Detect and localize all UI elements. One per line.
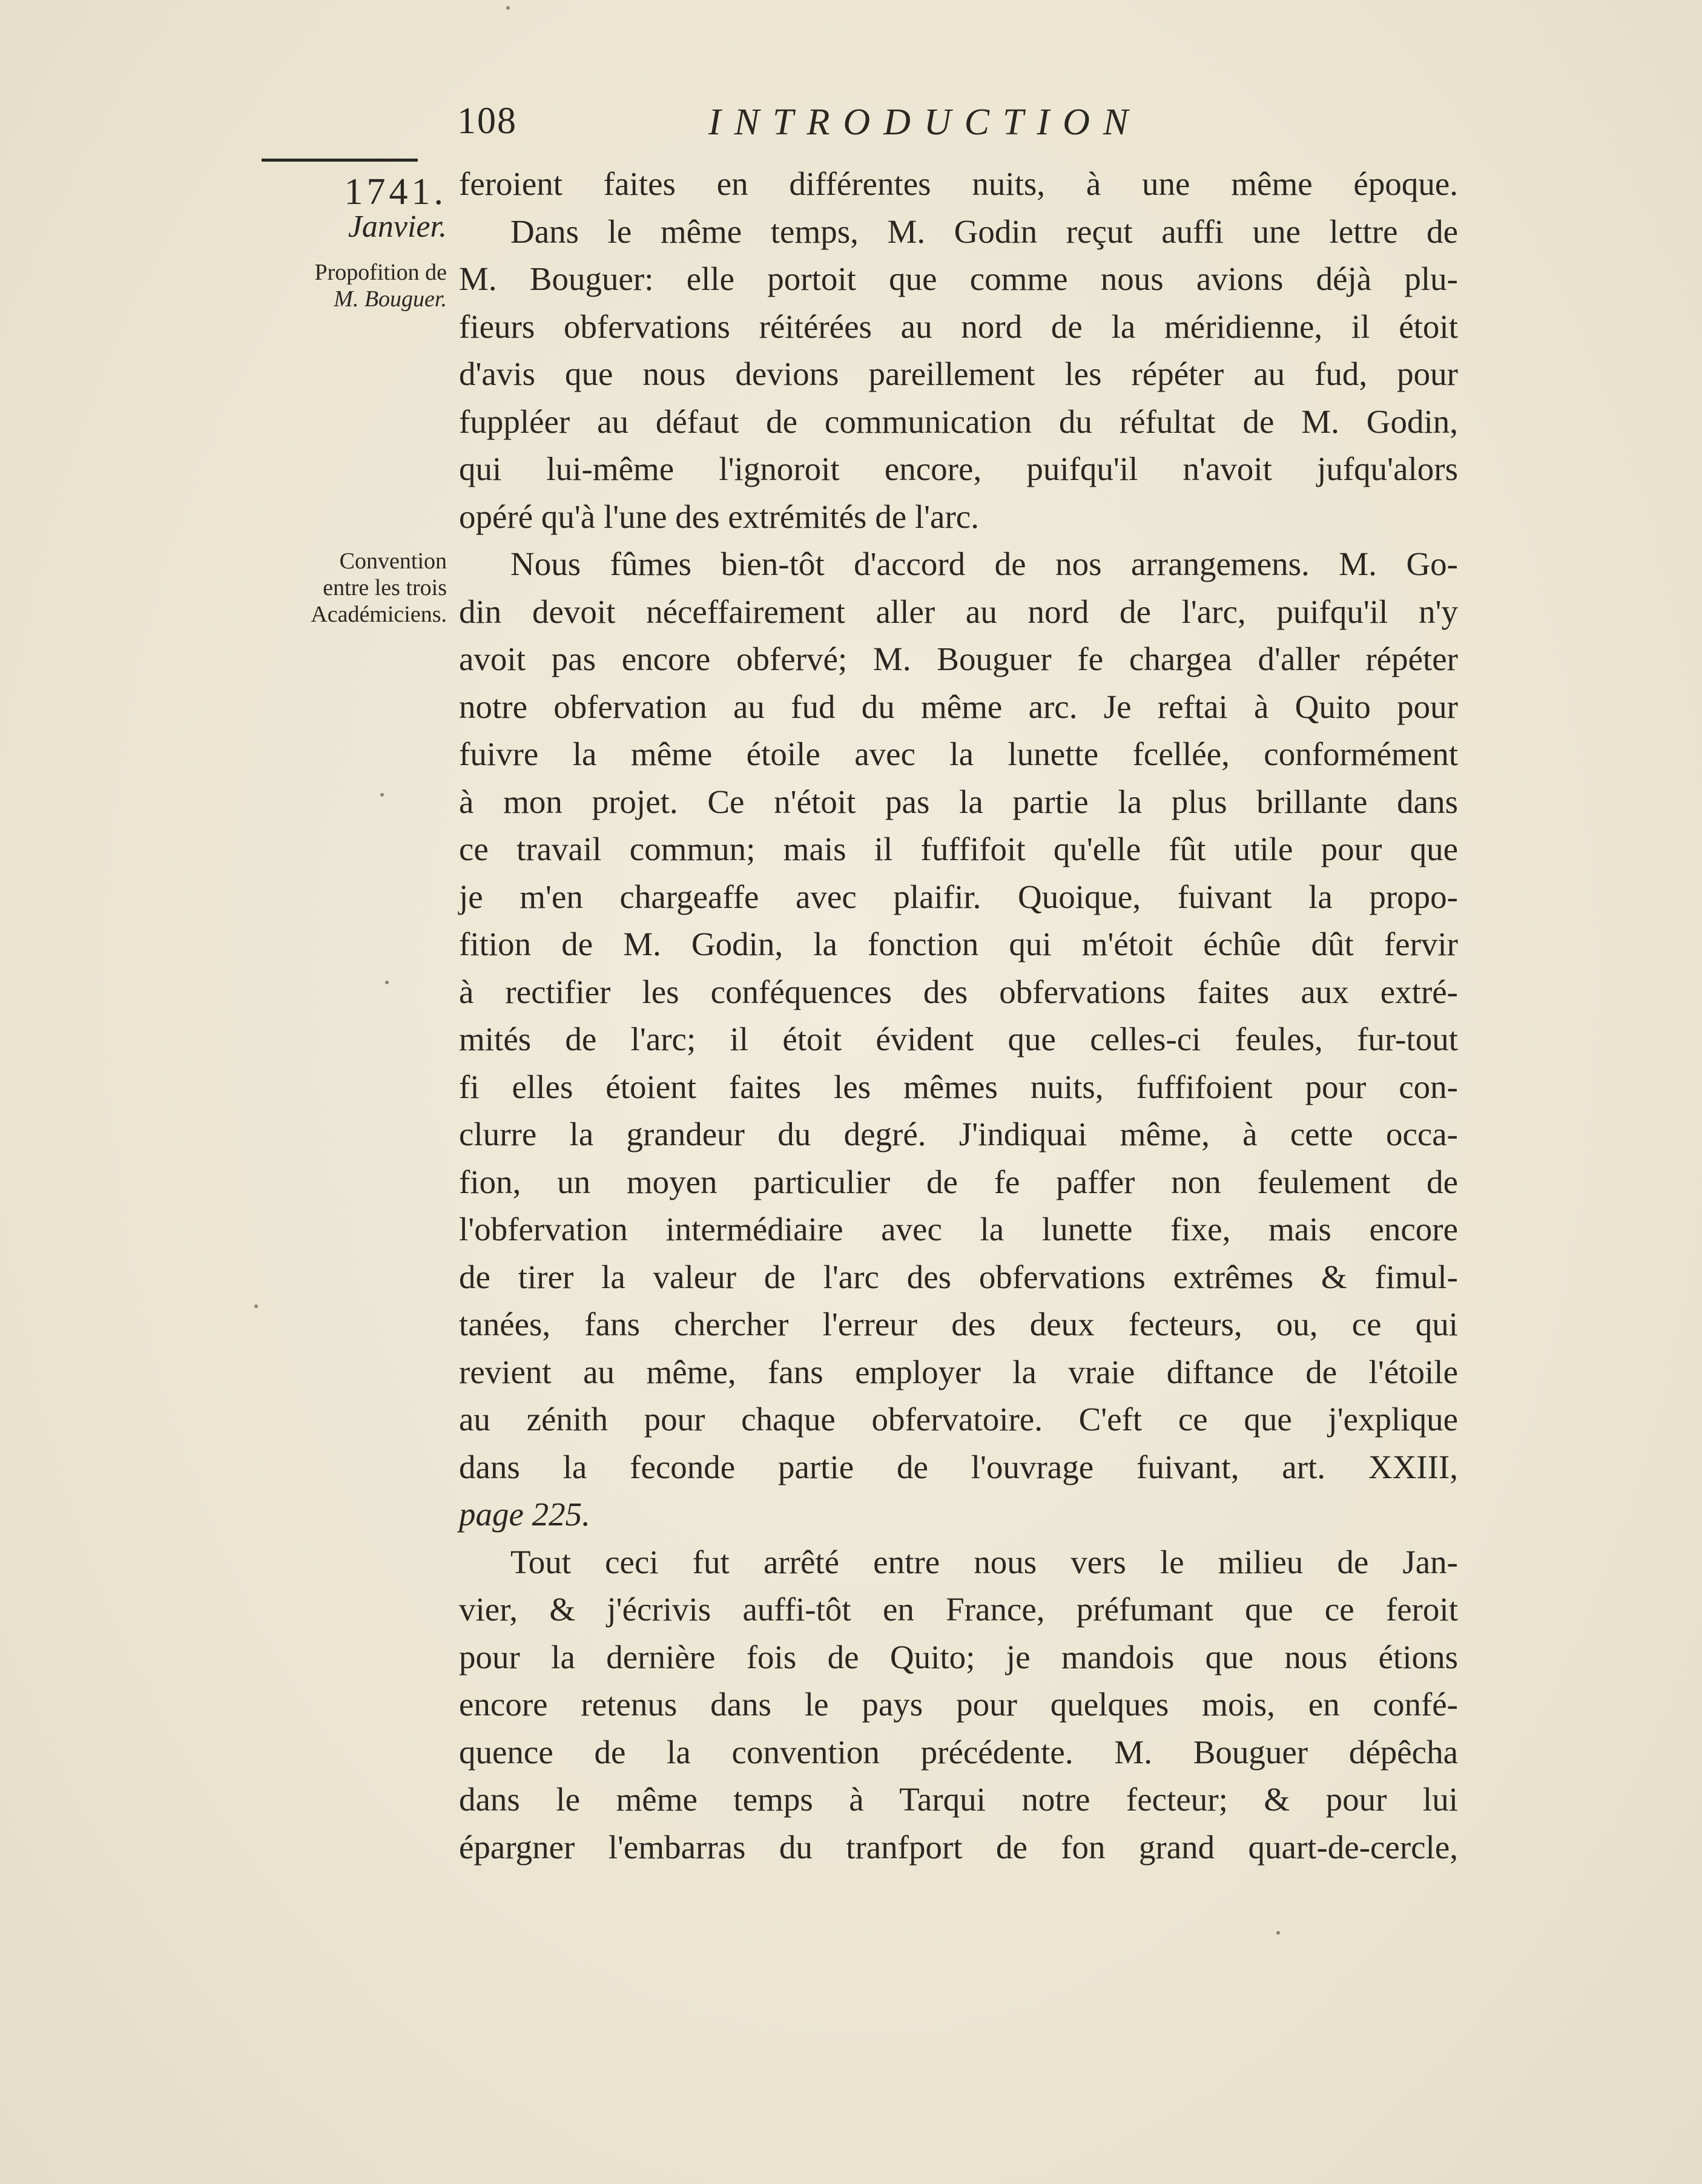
margin-note-line: Académiciens. xyxy=(311,602,447,627)
text-line: fi elles étoient faites les mêmes nuits, fuffifoient pour con- xyxy=(459,1068,1458,1105)
body-text xyxy=(459,160,1458,1871)
paper-speck xyxy=(506,6,510,10)
paper-speck xyxy=(1276,1931,1280,1935)
text-line: de tirer la valeur de l'arc des obfervations extrêmes & fimul- xyxy=(459,1258,1458,1295)
text-line: din devoit néceffairement aller au nord de l'arc, puifqu'il n'y xyxy=(459,593,1458,630)
text-line: l'obfervation intermédiaire avec la lunette fixe, mais encore xyxy=(459,1211,1458,1248)
text-line: fuivre la même étoile avec la lunette fcellée, conformément xyxy=(459,735,1458,772)
page-header xyxy=(457,100,1462,154)
text-line: dans la feconde partie de l'ouvrage fuivant, art. XXIII, xyxy=(459,1448,1458,1485)
text-line: au zénith pour chaque obfervatoire. C'eft ce que j'explique xyxy=(459,1401,1458,1438)
margin-note-proposition xyxy=(254,259,447,312)
text-line: opéré qu'à l'une des extrémités de l'arc. xyxy=(459,498,979,535)
margin-note-line: entre les trois xyxy=(323,575,447,600)
text-line: à rectifier les conféquences des obfervations faites aux extré- xyxy=(459,973,1458,1010)
text-line: quence de la convention précédente. M. Bouguer dépêcha xyxy=(459,1733,1458,1771)
paper-speck xyxy=(385,981,389,984)
text-line: clurre la grandeur du degré. J'indiquai même, à cette occa- xyxy=(459,1116,1458,1153)
text-line: pour la dernière fois de Quito; je mandois que nous étions xyxy=(459,1638,1458,1676)
text-line: fition de M. Godin, la fonction qui m'étoit échûe dût fervir xyxy=(459,926,1458,962)
text-line: avoit pas encore obfervé; M. Bouguer fe chargea d'aller répéter xyxy=(459,640,1458,677)
text-line: tanées, fans chercher l'erreur des deux fecteurs, ou, ce qui xyxy=(459,1306,1458,1343)
text-line: encore retenus dans le pays pour quelques mois, en confé- xyxy=(459,1686,1458,1723)
text-line: fion, un moyen particulier de fe paffer non feulement de xyxy=(459,1163,1458,1200)
running-title: INTRODUCTION xyxy=(708,102,1142,143)
text-line: page 225. xyxy=(459,1496,590,1533)
text-line: qui lui-même l'ignoroit encore, puifqu'il n'avoit jufqu'alors xyxy=(459,450,1458,487)
margin-year: 1741. xyxy=(344,171,447,212)
margin-month: Janvier. xyxy=(348,209,447,244)
margin-note-line: M. Bouguer. xyxy=(334,286,447,312)
text-line: fieurs obfervations réitérées au nord de la méridienne, il étoit xyxy=(459,308,1458,345)
text-line: d'avis que nous devions pareillement les répéter au fud, pour xyxy=(459,355,1458,392)
margin-note-convention xyxy=(254,548,447,628)
text-line: ce travail commun; mais il fuffifoit qu'elle fût utile pour que xyxy=(459,831,1458,867)
text-line: à mon projet. Ce n'étoit pas la partie la plus brillante dans xyxy=(459,783,1458,820)
text-line: Tout ceci fut arrêté entre nous vers le milieu de Jan- xyxy=(510,1543,1458,1580)
text-line: vier, & j'écrivis auffi-tôt en France, préfumant que ce feroit xyxy=(459,1591,1458,1628)
paper-speck xyxy=(380,793,384,797)
text-line: fuppléer au défaut de communication du réfultat de M. Godin, xyxy=(459,403,1458,440)
text-line: épargner l'embarras du tranfport de fon grand quart-de-cercle, xyxy=(459,1828,1458,1866)
text-line: dans le même temps à Tarqui notre fecteur; & pour lui xyxy=(459,1781,1458,1818)
text-line: feroient faites en différentes nuits, à une même époque. xyxy=(459,165,1458,202)
page-number: 108 xyxy=(457,100,517,142)
text-line: Dans le même temps, M. Godin reçut auffi une lettre de xyxy=(510,212,1458,250)
margin-rule xyxy=(262,159,418,162)
margin-note-line: Propofition de xyxy=(314,260,447,285)
text-line: revient au même, fans employer la vraie diftance de l'étoile xyxy=(459,1353,1458,1390)
text-line: Nous fûmes bien-tôt d'accord de nos arrangemens. M. Go- xyxy=(510,545,1458,582)
paper-speck xyxy=(254,1304,258,1308)
text-line: M. Bouguer: elle portoit que comme nous avions déjà plu- xyxy=(459,260,1458,297)
margin-note-line: Convention xyxy=(339,548,447,574)
text-line: mités de l'arc; il étoit évident que celles-ci feules, fur-tout xyxy=(459,1021,1458,1057)
text-line: je m'en chargeaffe avec plaifir. Quoique, fuivant la propo- xyxy=(459,878,1458,915)
text-line: notre obfervation au fud du même arc. Je reftai à Quito pour xyxy=(459,688,1458,725)
